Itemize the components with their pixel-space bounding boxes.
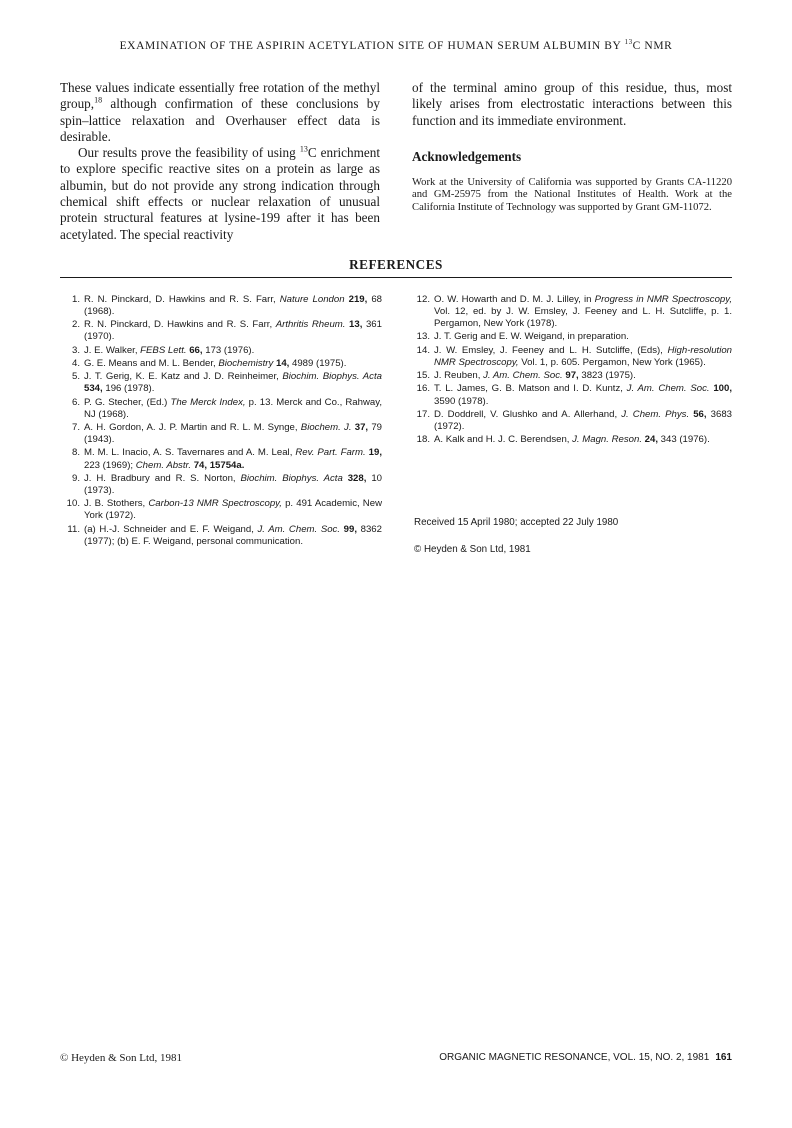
superscript: 13: [299, 144, 308, 154]
reference-item: [410, 434, 732, 446]
text-run: p. 13. Merck and Co., Rahway, NJ (1968).: [84, 396, 382, 420]
reference-number: 3.: [71, 344, 80, 356]
paragraph-1: [60, 80, 380, 145]
received-dates: Received 15 April 1980; accepted 22 July 1980: [414, 517, 619, 528]
reference-text: [434, 434, 732, 446]
reference-text: [84, 422, 382, 446]
text-run: R. N. Pinckard, D. Hawkins and R. S. Farr,: [84, 319, 276, 331]
paragraph-2: [60, 145, 380, 243]
text-run: D. Doddrell, V. Glushko and A. Allerhand,: [434, 408, 622, 420]
running-header: [0, 38, 792, 52]
text-run: J. T. Gerig, K. E. Katz and J. D. Reinheimer,: [84, 371, 283, 383]
reference-item: [410, 370, 732, 382]
text-run: J. B. Stothers,: [84, 498, 149, 510]
reference-number: 14.: [416, 344, 430, 356]
journal-title: Arthritis Rheum.: [275, 319, 346, 331]
reference-text: [84, 524, 382, 548]
text-run: R. N. Pinckard, D. Hawkins and R. S. Farr,: [84, 294, 280, 305]
text-run: 4989 (1975).: [289, 358, 347, 370]
text-run: P. G. Stecher, (Ed.): [84, 396, 171, 408]
running-header-prefix: EXAMINATION OF THE ASPIRIN ACETYLATION SITE OF HUMAN SERUM ALBUMIN BY: [119, 39, 625, 52]
reference-text: [84, 397, 382, 421]
volume-number: 56,: [693, 408, 707, 420]
reference-number: 4.: [71, 358, 80, 370]
reference-number: 18.: [416, 434, 430, 446]
reference-item: [60, 371, 382, 395]
journal-title: Progress in NMR Spectroscopy,: [594, 294, 732, 305]
text-run: 173 (1976).: [202, 344, 255, 356]
volume-number: 97,: [565, 370, 579, 382]
journal-title: Biochem. J.: [300, 422, 352, 434]
volume-number: 328,: [347, 472, 367, 484]
text-run: 223 (1969);: [84, 459, 136, 471]
reference-item: [410, 331, 732, 343]
volume-number: 66,: [189, 344, 203, 356]
reference-item: [60, 345, 382, 357]
text-run: J. Reuben,: [434, 370, 484, 382]
reference-text: [434, 409, 732, 433]
reference-number: 13.: [416, 331, 430, 343]
reference-item: [60, 397, 382, 421]
reference-number: 6.: [71, 396, 80, 408]
journal-title: Rev. Part. Farm.: [295, 447, 366, 459]
reference-item: [60, 473, 382, 497]
reference-item: [60, 524, 382, 548]
volume-number: 15754a.: [209, 459, 245, 471]
volume-number: 19,: [368, 447, 383, 459]
text-run: M. M. L. Inacio, A. S. Tavernares and A. M. Leal,: [84, 447, 296, 459]
reference-number: 11.: [67, 523, 80, 535]
text-run: 79 (1943).: [84, 422, 383, 446]
text-run: Our results prove the feasibility of using: [78, 145, 300, 161]
text-run: These values indicate essentially free rotation of the methyl group,: [60, 80, 380, 112]
reference-text: [434, 331, 732, 343]
footer-copyright: © Heyden & Son Ltd, 1981: [60, 1052, 183, 1064]
journal-title: J. Am. Chem. Soc.: [257, 523, 341, 535]
references-right-list: [410, 294, 732, 447]
text-run: 196 (1978).: [102, 383, 155, 395]
text-run: 8362 (1977); (b) E. F. Weigand, personal communication.: [84, 523, 382, 547]
volume-number: 219,: [348, 294, 368, 305]
text-run: C enrichment to explore specific reactive sites on a protein as large as albumin, but do not provide any strong indication through chemical shift effects or nuclear relaxation of unusual protein structural features at lysine-199 after it has been acetylated. The special reactivity: [60, 145, 380, 242]
references-heading: REFERENCES: [349, 257, 443, 272]
copyright-note: © Heyden & Son Ltd, 1981: [414, 544, 531, 555]
left-body-column: [60, 80, 380, 243]
text-run: J. W. Emsley, J. Feeney and L. H. Sutcliffe, (Eds),: [434, 344, 668, 356]
reference-text: [84, 371, 382, 395]
acknowledgements-heading: Acknowledgements: [412, 148, 522, 164]
journal-title: Chem. Abstr.: [135, 459, 192, 471]
reference-item: [60, 422, 382, 446]
journal-title: J. Chem. Phys.: [621, 408, 690, 420]
text-run: A. H. Gordon, A. J. P. Martin and R. L. M. Synge,: [84, 422, 301, 434]
reference-text: [84, 447, 382, 471]
paragraph-continuation: of the terminal amino group of this residue, thus, most likely arises from electrostatic interactions between this function and its immediate environment.: [412, 80, 732, 128]
text-run: 343 (1976).: [658, 434, 710, 446]
reference-number: 1.: [71, 294, 80, 305]
text-run: p. 491 Academic, New York (1972).: [84, 498, 382, 522]
reference-item: [60, 319, 382, 343]
journal-title: High-resolution NMR Spectroscopy,: [434, 344, 732, 368]
reference-number: 7.: [71, 422, 80, 434]
reference-number: 9.: [71, 472, 80, 484]
reference-item: [410, 345, 732, 369]
reference-item: [410, 383, 732, 407]
text-run: J. E. Walker,: [84, 344, 141, 356]
reference-number: 12.: [416, 294, 430, 305]
volume-number: 100,: [713, 383, 732, 395]
journal-title: Biochemistry: [218, 358, 274, 370]
volume-number: 74,: [193, 459, 208, 471]
reference-number: 10.: [66, 498, 80, 510]
text-run: G. E. Means and M. L. Bender,: [84, 358, 219, 370]
reference-text: [84, 319, 382, 343]
volume-number: 99,: [343, 523, 357, 535]
volume-number: 24,: [644, 434, 658, 446]
reference-item: [60, 498, 382, 522]
reference-text: [84, 498, 382, 522]
journal-title: J. Am. Chem. Soc.: [483, 370, 563, 382]
reference-item: [60, 294, 382, 318]
text-run: 361 (1970).: [84, 319, 382, 343]
references-divider: [60, 277, 732, 278]
text-run: O. W. Howarth and D. M. J. Lilley, in: [434, 294, 595, 305]
text-run: (a) H.-J. Schneider and E. F. Weigand,: [84, 523, 258, 535]
reference-text: [434, 370, 732, 382]
reference-number: 16.: [416, 383, 430, 395]
reference-number: 17.: [416, 408, 430, 420]
superscript: 18: [94, 95, 103, 105]
text-run: J. T. Gerig and E. W. Weigand, in preparation.: [434, 331, 629, 343]
text-run: 10 (1973).: [84, 472, 382, 496]
volume-number: 37,: [354, 422, 369, 434]
volume-number: 14,: [275, 358, 290, 370]
text-run: 3823 (1975).: [578, 370, 636, 382]
footer-journal-info: [439, 1052, 732, 1063]
reference-text: [84, 345, 382, 357]
text-run: 68 (1968).: [84, 294, 383, 318]
volume-number: 13,: [349, 319, 363, 331]
reference-number: 15.: [416, 370, 430, 382]
text-run: T. L. James, G. B. Matson and I. D. Kuntz,: [434, 383, 627, 395]
isotope-superscript: 13: [624, 38, 633, 46]
reference-text: [434, 294, 732, 330]
text-run: J. H. Bradbury and R. S. Norton,: [84, 472, 241, 484]
reference-number: 2.: [71, 319, 80, 331]
text-run: Vol. 1, p. 605. Pergamon, New York (1965).: [518, 356, 706, 368]
acknowledgements-text: Work at the University of California was supported by Grants CA-11220 and GM-25975 from the National Institutes of Health. Work at the California Institute of Technology was supported by Grant GM-11072.: [412, 176, 732, 214]
journal-title: J. Am. Chem. Soc.: [626, 383, 710, 395]
reference-item: [410, 294, 732, 330]
journal-title: The Merck Index,: [170, 396, 246, 408]
references-left-list: [60, 294, 382, 549]
journal-citation: ORGANIC MAGNETIC RESONANCE, VOL. 15, NO. 2, 1981: [439, 1052, 710, 1063]
right-body-column: [412, 80, 732, 215]
journal-title: Nature London: [279, 294, 345, 305]
journal-title: Biochim. Biophys. Acta: [240, 472, 343, 484]
reference-number: 5.: [71, 371, 80, 383]
reference-item: [60, 447, 382, 471]
text-run: although confirmation of these conclusions by spin–lattice relaxation and Overhauser effect data is desirable.: [60, 96, 380, 144]
reference-text: [434, 345, 732, 369]
page-number: 161: [715, 1052, 732, 1063]
volume-number: 534,: [84, 383, 103, 395]
text-run: 3683 (1972).: [434, 408, 732, 432]
reference-item: [410, 409, 732, 433]
text-run: A. Kalk and H. J. C. Berendsen,: [434, 434, 573, 446]
journal-title: Carbon-13 NMR Spectroscopy,: [148, 498, 282, 510]
reference-text: [84, 294, 382, 318]
reference-number: 8.: [71, 447, 80, 459]
text-run: Vol. 12, ed. by J. W. Emsley, J. Feeney and L. H. Sutcliffe, p. 1. Pergamon, New York (1978).: [434, 306, 732, 330]
reference-text: [434, 383, 732, 407]
journal-title: Biochim. Biophys. Acta: [282, 371, 382, 383]
reference-item: [60, 358, 382, 370]
reference-text: [84, 473, 382, 497]
journal-title: J. Magn. Reson.: [572, 434, 642, 446]
running-header-suffix: C NMR: [632, 39, 673, 52]
text-run: 3590 (1978).: [434, 395, 489, 407]
journal-title: FEBS Lett.: [140, 344, 187, 356]
reference-text: [84, 358, 382, 370]
